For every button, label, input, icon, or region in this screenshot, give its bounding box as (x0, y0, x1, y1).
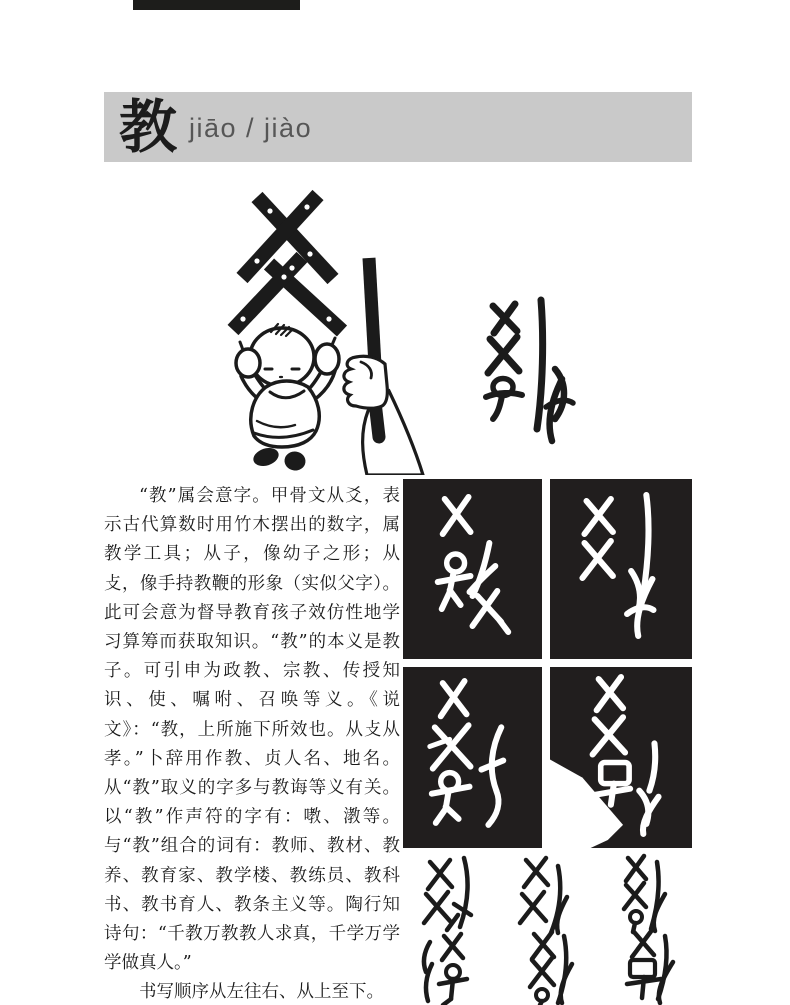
bronze-form-5 (530, 932, 572, 1005)
bronze-forms-figure (400, 852, 695, 1005)
seal-script-character (486, 300, 573, 441)
oracle-rubbing-2 (550, 479, 692, 659)
oracle-rubbing-3 (403, 667, 542, 848)
counting-rods-figure (233, 195, 342, 331)
bronze-form-6 (627, 930, 673, 1003)
headword-band (104, 92, 692, 162)
oracle-rubbing-1 (403, 479, 542, 659)
oracle-rubbings-grid (403, 479, 692, 848)
oracle-rubbing-4 (550, 667, 692, 848)
child-figure (236, 324, 339, 472)
bronze-form-2 (520, 858, 567, 933)
headword-pinyin: jiāo / jiào (189, 112, 313, 143)
bronze-form-1 (424, 858, 471, 930)
top-edge-bar (133, 0, 300, 10)
main-illustration (210, 180, 580, 475)
bronze-form-3 (624, 856, 665, 932)
paragraph-stroke-order: 书写顺序从左往右、从上至下。 (139, 982, 384, 1003)
hand-with-rod-figure (344, 356, 423, 475)
paragraph-etymology: “教”属会意字。甲骨文从爻，表示古代算数时用竹木摆出的数字，属教学工具；从子，像幼子之形；从攴，像手持教鞭的形象（实似父字）。此可会意为督导教育孩子效仿性地学习算筹而获取知识。“教”的本义是教子。可引申为政教、宗教、传授知识、使、嘱咐、召唤等义。《说文》：“教，上所施下所效也。从攴从孝。”卜辞用作教、贞人名、地名。从“教”取义的字多与教诲等义有关。以“教”作声符的字有：嘋、漖等。与“教”组合的词有：教师、教材、教养、教育家、教学楼、教练员、教科书、教书育人、教条主义等。陶行知诗句：“千教万教教人求真，千学万学学做真人。” (104, 486, 400, 974)
etymology-text (104, 482, 400, 1005)
headword-character: 教 (119, 93, 178, 161)
bronze-form-4 (424, 934, 467, 1005)
